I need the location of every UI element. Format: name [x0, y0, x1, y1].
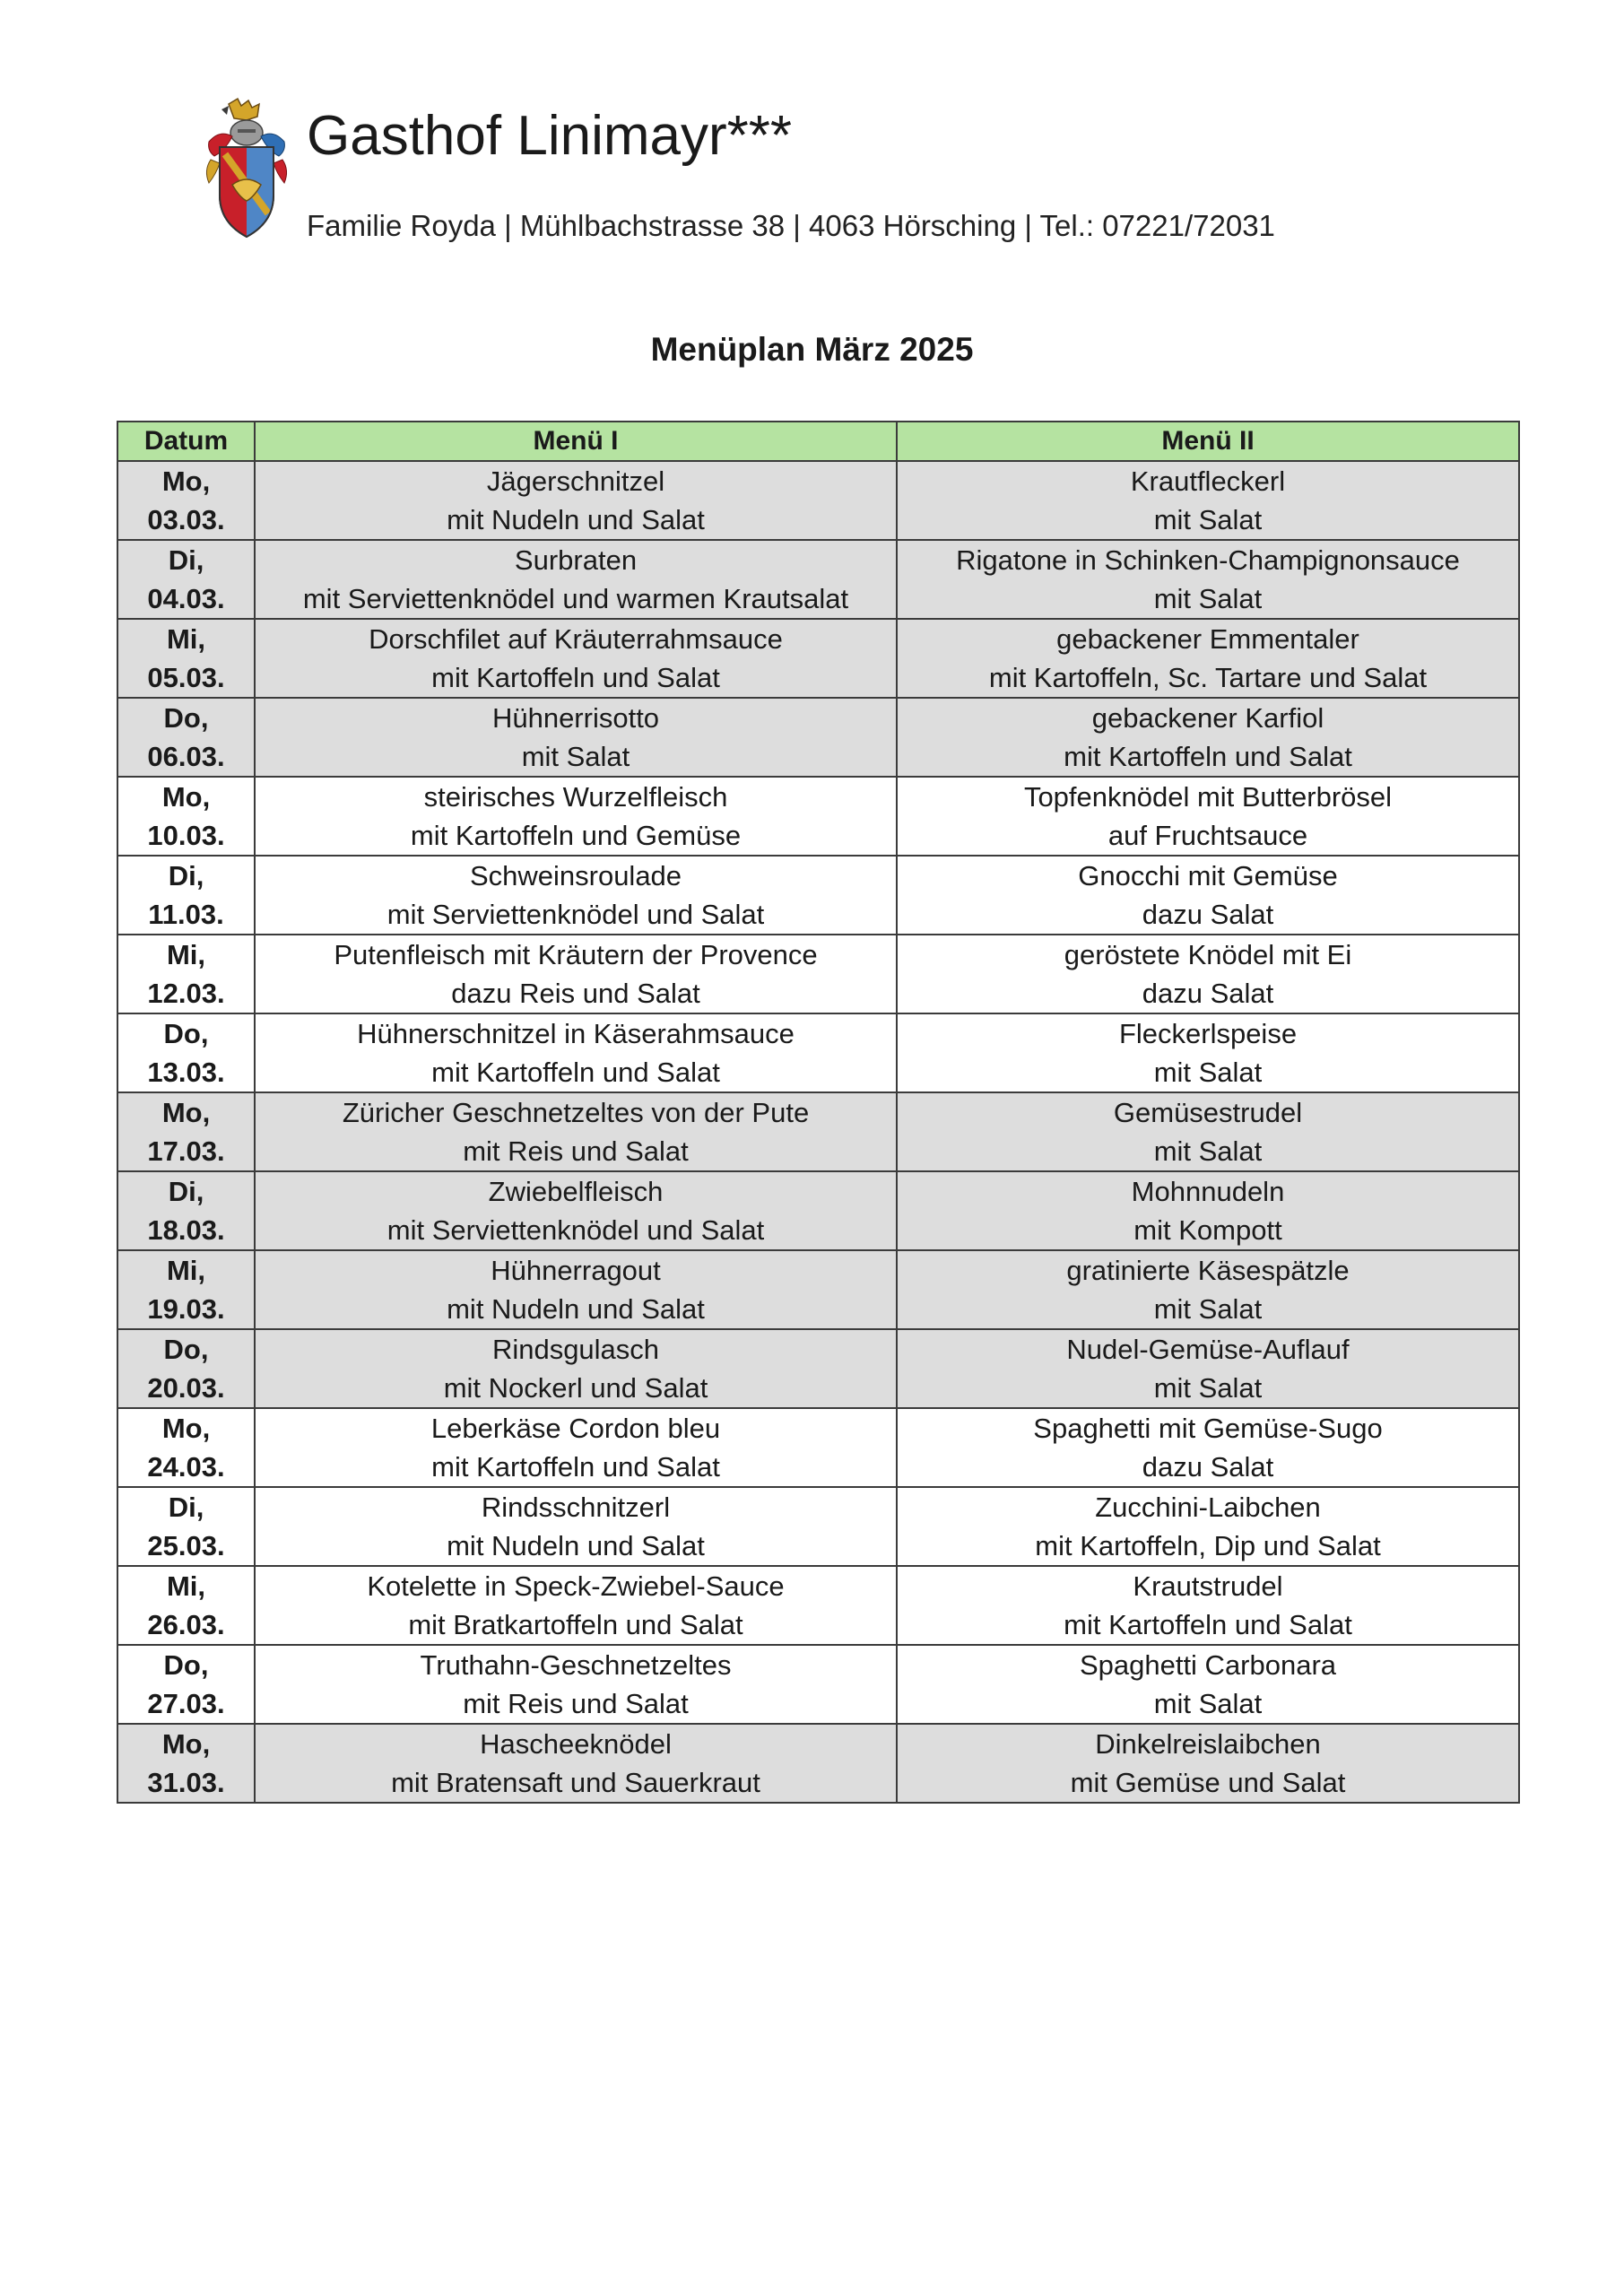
- menu-1-cell: [255, 1013, 897, 1092]
- menu-2-side: auf Fruchtsauce: [1107, 820, 1308, 851]
- date-cell: [117, 461, 255, 540]
- menu-1-side: mit Reis und Salat: [463, 1688, 689, 1719]
- menu-1-dish: Schweinsroulade: [469, 860, 682, 891]
- table-row: [117, 1487, 1519, 1566]
- menu-2-dish: Fleckerlspeise: [1118, 1018, 1298, 1049]
- menu-2-side: dazu Salat: [1142, 1451, 1274, 1483]
- menu-2-dish: geröstete Knödel mit Ei: [1064, 939, 1352, 970]
- menu-1-cell: [255, 1171, 897, 1250]
- menu-1-side: mit Kartoffeln und Salat: [431, 662, 720, 693]
- menu-2-cell: [897, 935, 1519, 1013]
- menu-1-cell: [255, 1408, 897, 1487]
- date-label: 05.03.: [147, 662, 225, 693]
- table-row: [117, 698, 1519, 777]
- menu-1-dish: steirisches Wurzelfleisch: [423, 781, 728, 813]
- menu-2-side: dazu Salat: [1142, 978, 1274, 1009]
- menu-2-side: mit Kartoffeln, Sc. Tartare und Salat: [988, 662, 1428, 693]
- menu-2-cell: [897, 856, 1519, 935]
- date-label: 20.03.: [147, 1372, 225, 1404]
- menu-1-dish: Rindsgulasch: [491, 1334, 660, 1365]
- menu-2-cell: [897, 1487, 1519, 1566]
- weekday-label: Mi,: [166, 623, 206, 655]
- menu-2-cell: [897, 1329, 1519, 1408]
- menu-2-dish: Spaghetti mit Gemüse-Sugo: [1033, 1413, 1383, 1444]
- date-label: 26.03.: [147, 1609, 225, 1640]
- menu-2-dish: Nudel-Gemüse-Auflauf: [1066, 1334, 1350, 1365]
- weekday-label: Di,: [168, 544, 204, 576]
- menu-2-cell: [897, 461, 1519, 540]
- menu-2-side: mit Salat: [1153, 1688, 1263, 1719]
- menu-1-cell: [255, 461, 897, 540]
- weekday-label: Do,: [163, 702, 209, 734]
- table-row: [117, 777, 1519, 856]
- menu-2-cell: [897, 777, 1519, 856]
- menu-2-dish: gebackener Karfiol: [1091, 702, 1324, 734]
- menu-2-dish: Topfenknödel mit Butterbrösel: [1023, 781, 1393, 813]
- coat-of-arms-icon: [202, 97, 291, 240]
- table-row: [117, 856, 1519, 935]
- menu-1-side: mit Nudeln und Salat: [447, 1293, 705, 1325]
- menu-1-dish: Leberkäse Cordon bleu: [430, 1413, 721, 1444]
- menu-2-cell: [897, 1171, 1519, 1250]
- menu-2-side: mit Salat: [1153, 504, 1263, 535]
- menu-2-cell: [897, 1408, 1519, 1487]
- menu-1-dish: Putenfleisch mit Kräutern der Provence: [334, 939, 818, 970]
- date-label: 03.03.: [147, 504, 225, 535]
- menu-2-side: mit Salat: [1153, 1057, 1263, 1088]
- date-cell: [117, 1013, 255, 1092]
- column-header-date: Datum: [117, 422, 255, 461]
- business-name: Gasthof Linimayr***: [307, 105, 793, 167]
- page-title: Menüplan März 2025: [650, 331, 974, 368]
- menu-1-dish: Hühnerschnitzel in Käserahmsauce: [357, 1018, 795, 1049]
- date-label: 17.03.: [147, 1135, 225, 1167]
- date-cell: [117, 777, 255, 856]
- weekday-label: Mo,: [161, 781, 211, 813]
- date-cell: [117, 1566, 255, 1645]
- column-header-menu-1: Menü I: [255, 422, 897, 461]
- date-label: 12.03.: [147, 978, 225, 1009]
- date-cell: [117, 856, 255, 935]
- menu-1-cell: [255, 1645, 897, 1724]
- menu-1-dish: Truthahn-Geschnetzeltes: [420, 1649, 732, 1681]
- menu-1-cell: [255, 540, 897, 619]
- menu-2-cell: [897, 1645, 1519, 1724]
- date-cell: [117, 1092, 255, 1171]
- menu-2-cell: [897, 1724, 1519, 1803]
- table-row: [117, 1171, 1519, 1250]
- date-label: 06.03.: [147, 741, 225, 772]
- weekday-label: Do,: [163, 1334, 209, 1365]
- weekday-label: Mi,: [166, 1570, 206, 1602]
- table-row: [117, 540, 1519, 619]
- table-row: [117, 1092, 1519, 1171]
- date-cell: [117, 698, 255, 777]
- table-row: [117, 1724, 1519, 1803]
- menu-1-side: mit Serviettenknödel und Salat: [386, 899, 765, 930]
- menu-1-cell: [255, 698, 897, 777]
- weekday-label: Di,: [168, 1176, 204, 1207]
- menu-1-cell: [255, 1329, 897, 1408]
- menu-1-dish: Hascheeknödel: [480, 1728, 672, 1760]
- menu-2-side: mit Salat: [1153, 1135, 1263, 1167]
- date-label: 27.03.: [147, 1688, 225, 1719]
- weekday-label: Mo,: [161, 465, 211, 497]
- menu-1-side: mit Bratensaft und Sauerkraut: [391, 1767, 760, 1798]
- date-cell: [117, 935, 255, 1013]
- date-cell: [117, 619, 255, 698]
- menu-2-side: mit Kartoffeln und Salat: [1064, 741, 1352, 772]
- menu-2-dish: Dinkelreislaibchen: [1095, 1728, 1321, 1760]
- weekday-label: Di,: [168, 860, 204, 891]
- menu-table: [117, 421, 1520, 1804]
- menu-1-cell: [255, 1092, 897, 1171]
- weekday-label: Di,: [168, 1492, 204, 1523]
- menu-1-side: mit Salat: [521, 741, 630, 772]
- table-row: [117, 1013, 1519, 1092]
- menu-1-side: mit Reis und Salat: [463, 1135, 689, 1167]
- menu-1-dish: Rindsschnitzerl: [481, 1492, 671, 1523]
- menu-2-dish: Mohnnudeln: [1131, 1176, 1285, 1207]
- date-label: 19.03.: [147, 1293, 225, 1325]
- menu-2-cell: [897, 1250, 1519, 1329]
- menu-2-dish: Rigatone in Schinken-Champignonsauce: [956, 544, 1460, 576]
- weekday-label: Mi,: [166, 939, 206, 970]
- table-row: [117, 935, 1519, 1013]
- date-label: 31.03.: [147, 1767, 225, 1798]
- menu-2-dish: Gnocchi mit Gemüse: [1078, 860, 1338, 891]
- weekday-label: Do,: [163, 1649, 209, 1681]
- date-label: 11.03.: [148, 899, 224, 930]
- menu-1-cell: [255, 1724, 897, 1803]
- menu-2-dish: gebackener Emmentaler: [1056, 623, 1359, 655]
- menu-1-dish: Dorschfilet auf Kräuterrahmsauce: [369, 623, 783, 655]
- menu-2-cell: [897, 1092, 1519, 1171]
- date-cell: [117, 1645, 255, 1724]
- date-cell: [117, 1329, 255, 1408]
- date-cell: [117, 540, 255, 619]
- menu-1-cell: [255, 856, 897, 935]
- date-cell: [117, 1724, 255, 1803]
- menu-1-dish: Jägerschnitzel: [486, 465, 665, 497]
- date-cell: [117, 1408, 255, 1487]
- menu-1-side: mit Kartoffeln und Salat: [431, 1451, 720, 1483]
- menu-2-dish: Zucchini-Laibchen: [1095, 1492, 1321, 1523]
- weekday-label: Mo,: [161, 1097, 211, 1128]
- table-row: [117, 1645, 1519, 1724]
- menu-1-cell: [255, 1566, 897, 1645]
- menu-2-cell: [897, 619, 1519, 698]
- date-label: 18.03.: [147, 1214, 225, 1246]
- menu-1-side: dazu Reis und Salat: [451, 978, 700, 1009]
- table-header-row: [117, 422, 1519, 461]
- menu-2-side: mit Salat: [1153, 1293, 1263, 1325]
- menu-2-dish: Gemüsestrudel: [1113, 1097, 1303, 1128]
- table-row: [117, 619, 1519, 698]
- table-row: [117, 1566, 1519, 1645]
- menu-2-cell: [897, 540, 1519, 619]
- menu-1-cell: [255, 1250, 897, 1329]
- business-address: Familie Royda | Mühlbachstrasse 38 | 4063 Hörsching | Tel.: 07221/72031: [307, 209, 1275, 242]
- letterhead: [202, 97, 1368, 258]
- menu-1-cell: [255, 935, 897, 1013]
- table-row: [117, 461, 1519, 540]
- menu-1-side: mit Nudeln und Salat: [447, 504, 705, 535]
- menu-2-side: mit Kartoffeln, Dip und Salat: [1035, 1530, 1381, 1561]
- menu-2-dish: Krautfleckerl: [1130, 465, 1286, 497]
- menu-2-dish: Krautstrudel: [1133, 1570, 1283, 1602]
- table-row: [117, 1250, 1519, 1329]
- menu-2-cell: [897, 1013, 1519, 1092]
- menu-2-dish: gratinierte Käsespätzle: [1066, 1255, 1350, 1286]
- menu-2-side: mit Kompott: [1133, 1214, 1282, 1246]
- date-label: 13.03.: [147, 1057, 225, 1088]
- menu-2-side: mit Kartoffeln und Salat: [1064, 1609, 1352, 1640]
- menu-1-side: mit Serviettenknödel und Salat: [386, 1214, 765, 1246]
- menu-1-side: mit Nockerl und Salat: [443, 1372, 708, 1404]
- menu-1-side: mit Kartoffeln und Gemüse: [410, 820, 742, 851]
- date-cell: [117, 1171, 255, 1250]
- weekday-label: Mo,: [161, 1728, 211, 1760]
- menu-1-dish: Hühnerragout: [491, 1255, 661, 1286]
- weekday-label: Mi,: [166, 1255, 206, 1286]
- menu-2-cell: [897, 1566, 1519, 1645]
- table-row: [117, 1329, 1519, 1408]
- date-cell: [117, 1487, 255, 1566]
- menu-2-side: mit Gemüse und Salat: [1070, 1767, 1346, 1798]
- date-label: 04.03.: [147, 583, 225, 614]
- menu-1-side: mit Nudeln und Salat: [447, 1530, 705, 1561]
- menu-1-dish: Zwiebelfleisch: [488, 1176, 664, 1207]
- date-cell: [117, 1250, 255, 1329]
- column-header-menu-2: Menü II: [897, 422, 1519, 461]
- date-label: 10.03.: [147, 820, 225, 851]
- menu-1-side: mit Kartoffeln und Salat: [431, 1057, 720, 1088]
- menu-2-dish: Spaghetti Carbonara: [1079, 1649, 1337, 1681]
- table-row: [117, 1408, 1519, 1487]
- menu-2-cell: [897, 698, 1519, 777]
- menu-1-dish: Züricher Geschnetzeltes von der Pute: [342, 1097, 810, 1128]
- menu-1-cell: [255, 777, 897, 856]
- menu-1-dish: Surbraten: [514, 544, 638, 576]
- menu-1-dish: Hühnerrisotto: [491, 702, 660, 734]
- menu-1-side: mit Serviettenknödel und warmen Krautsalat: [302, 583, 849, 614]
- menu-1-cell: [255, 619, 897, 698]
- date-label: 24.03.: [147, 1451, 225, 1483]
- weekday-label: Do,: [163, 1018, 209, 1049]
- date-label: 25.03.: [147, 1530, 225, 1561]
- menu-2-side: mit Salat: [1153, 1372, 1263, 1404]
- menu-1-cell: [255, 1487, 897, 1566]
- menu-2-side: dazu Salat: [1142, 899, 1274, 930]
- menu-1-dish: Kotelette in Speck-Zwiebel-Sauce: [367, 1570, 785, 1602]
- menu-2-side: mit Salat: [1153, 583, 1263, 614]
- weekday-label: Mo,: [161, 1413, 211, 1444]
- menu-1-side: mit Bratkartoffeln und Salat: [408, 1609, 743, 1640]
